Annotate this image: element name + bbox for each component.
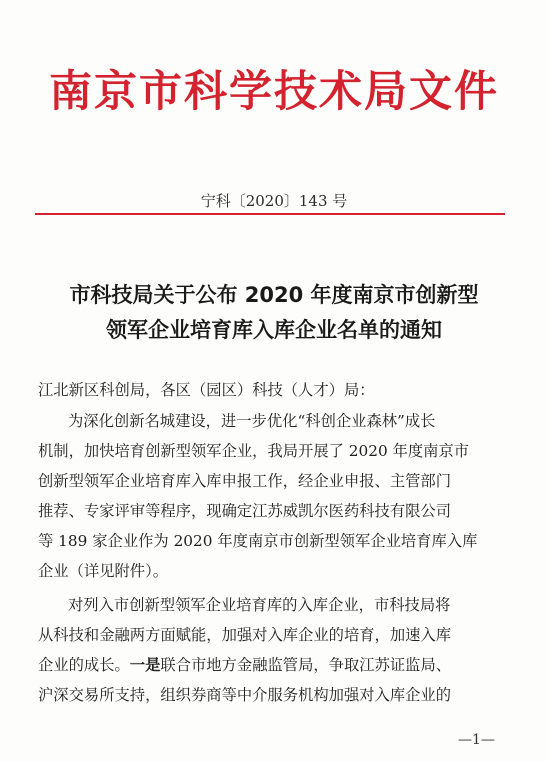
page-number: —1—	[458, 732, 495, 748]
notice-title-line-1: 市科技局关于公布 2020 年度南京市创新型	[69, 283, 479, 307]
paragraph-1-line: 企业（详见附件）。	[38, 562, 169, 580]
paragraph-2-line: 从科技和金融两方面赋能，加强对入库企业的培育，加速入库	[38, 626, 452, 644]
notice-title-line-2: 领军企业培育库入库企业名单的通知	[106, 318, 442, 342]
paragraph-2-text: 企业的成长。	[38, 656, 130, 674]
paragraph-2-line	[38, 655, 508, 675]
paragraph-1-line: 为深化创新名城建设，进一步优化“科创企业森林”成长	[68, 412, 436, 430]
paragraph-1-line: 创新型领军企业培育库入库申报工作，经企业申报、主管部门	[38, 472, 452, 490]
paragraph-1-line: 等 189 家企业作为 2020 年度南京市创新型领军企业培育库入库	[38, 532, 478, 550]
issuer-header-title: 南京市科学技术局文件	[49, 67, 499, 117]
paragraph-1-line: 机制，加快培育创新型领军企业，我局开展了 2020 年度南京市	[38, 442, 470, 460]
paragraph-2-line: 沪深交易所支持，组织券商等中介服务机构加强对入库企业的	[38, 686, 452, 704]
recipient-line: 江北新区科创局，各区（园区）科技（人才）局：	[38, 381, 375, 399]
document-number: 宁科〔2020〕143 号	[200, 192, 348, 210]
paragraph-2-text: 联合市地方金融监管局，争取江苏证监局、	[160, 656, 452, 674]
paragraph-1-line: 推荐、专家评审等程序，现确定江苏威凯尔医药科技有限公司	[38, 502, 452, 520]
paragraph-2-bold-marker: 一是	[129, 656, 161, 674]
red-divider-line	[35, 213, 505, 215]
paragraph-2-line: 对列入市创新型领军企业培育库的入库企业，市科技局将	[68, 596, 451, 614]
